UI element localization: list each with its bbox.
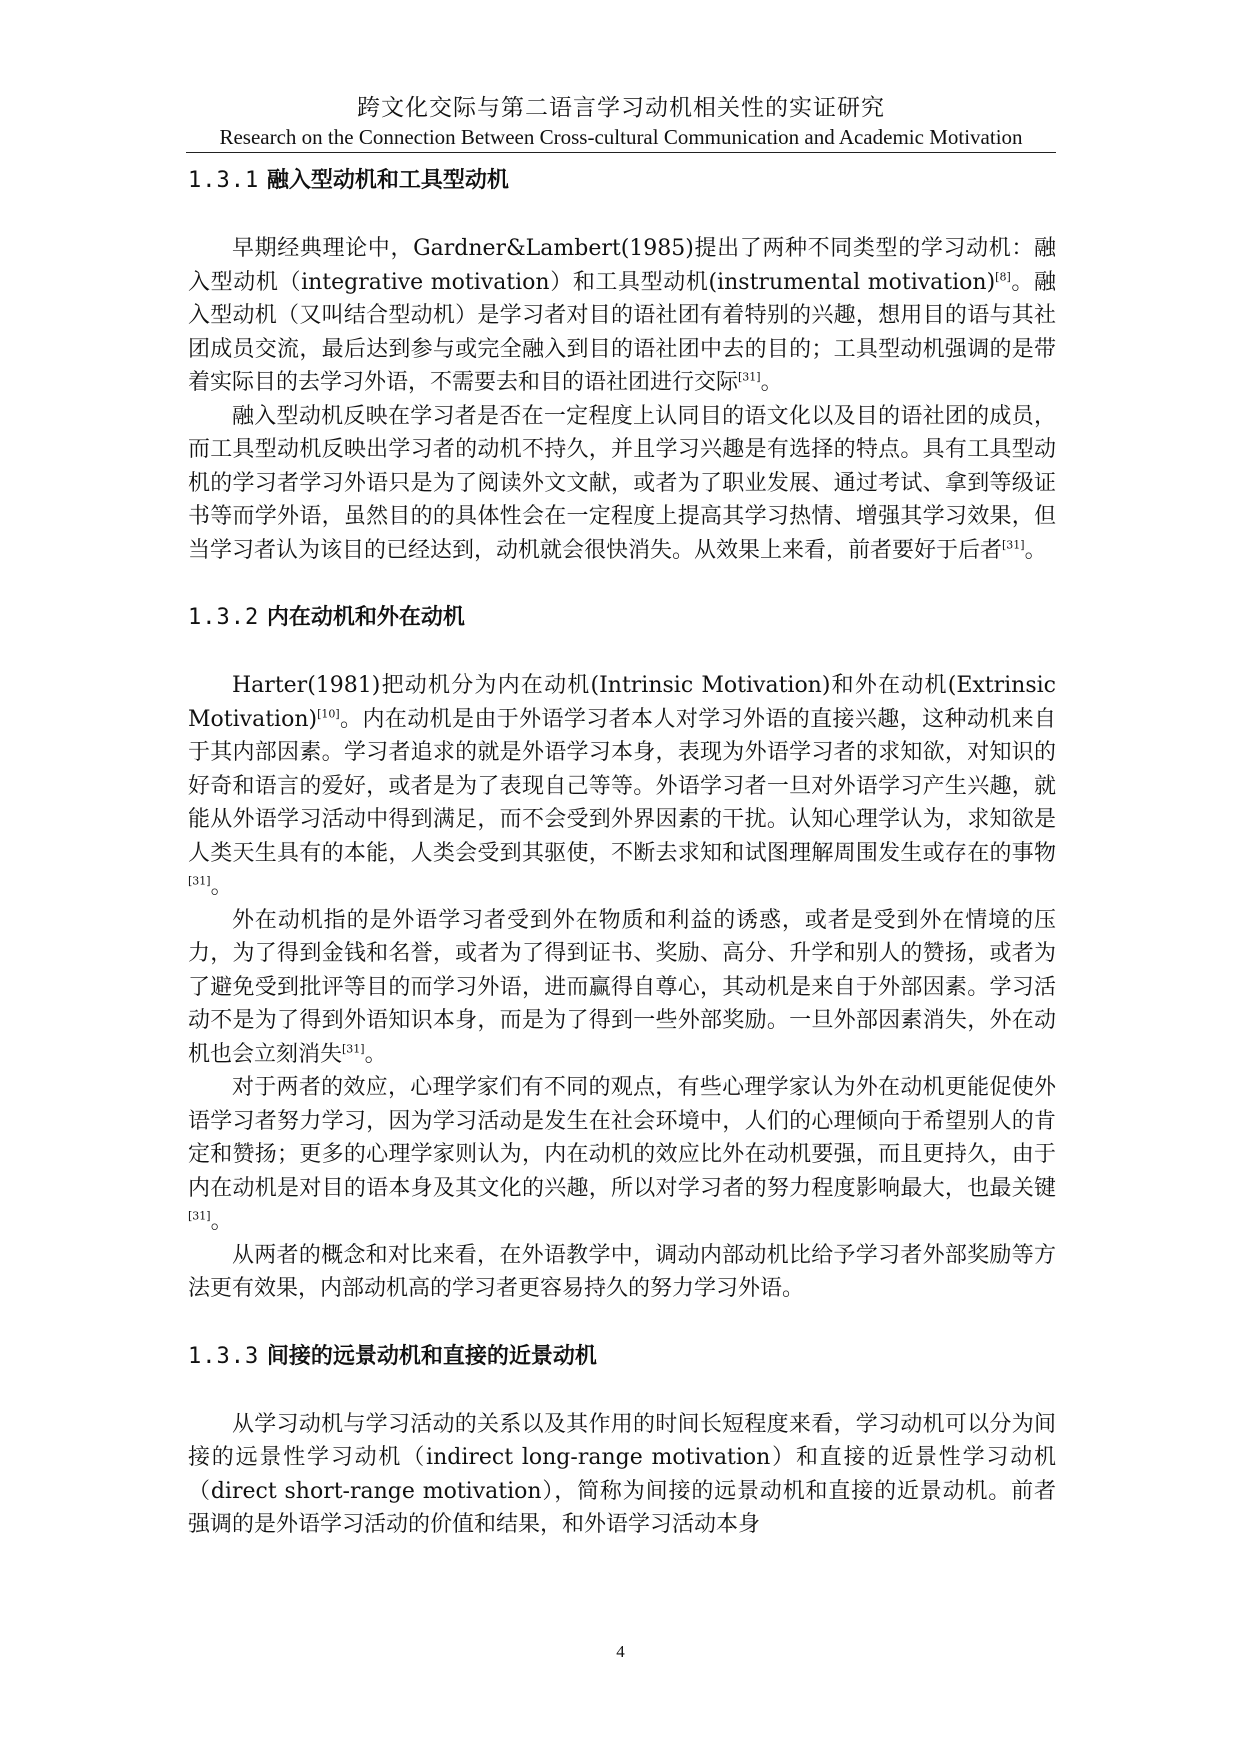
section-spacer — [188, 567, 1056, 601]
paragraph-text: 融入型动机反映在学习者是否在一定程度上认同目的语文化以及目的语社团的成员，而工具型动机反映出学习者的动机不持久，并且学习兴趣是有选择的特点。具有工具型动机的学习者学习外语只是为了阅读外文文献，或者为了职业发展、通过考试、拿到等级证书等而学外语，虽然目的的具体性会在一定程度上提高其学习热情、增强其学习效果，但当学习者认为该目的已经达到，动机就会很快消失。从效果上来看，前者要好于后者 — [188, 403, 1056, 563]
section-title: 间接的远景动机和直接的近景动机 — [266, 1343, 597, 1369]
header-title-cn: 跨文化交际与第二语言学习动机相关性的实证研究 — [357, 95, 885, 121]
citation-ref: [10] — [317, 707, 340, 721]
paragraph-text: 。 — [210, 874, 233, 899]
paragraph-text: 从两者的概念和对比来看，在外语教学中，调动内部动机比给予学习者外部奖励等方法更有效果，内部动机高的学习者更容易持久的努力学习外语。 — [188, 1242, 1056, 1301]
paragraph-text: 从学习动机与学习活动的关系以及其作用的时间长短程度来看，学习动机可以分为间接的远景性学习动机（indirect long-range motivation）和直接的近景性学习动机（direct short-range motivation），简称为间接的远景动机和直接的近景动机。前者强调的是外语学习活动的价值和结果，和外语学习活动本身 — [188, 1411, 1056, 1537]
paragraph-text: 。融入型动机（又叫结合型动机）是学习者对目的语社团有着特别的兴趣，想用目的语与其社团成员交流，最后达到参与或完全融入到目的语社团中去的目的；工具型动机强调的是带着实际目的去学习外语，不需要去和目的语社团进行交际 — [188, 269, 1056, 395]
heading-spacer — [188, 1374, 1056, 1408]
section-heading — [188, 1340, 1056, 1374]
paragraph — [188, 1071, 1056, 1239]
section-number: 1.3.2 — [188, 605, 260, 630]
paragraph — [188, 1408, 1056, 1542]
paragraph-text: 早期经典理论中，Gardner&Lambert(1985)提出了两种不同类型的学习动机：融入型动机（integrative motivation）和工具型动机(instrumental motivation) — [188, 236, 1056, 295]
heading-spacer — [188, 635, 1056, 669]
page-number: 4 — [616, 1642, 625, 1661]
citation-ref: [31] — [188, 1209, 211, 1223]
paragraph — [188, 232, 1056, 400]
paragraph-text: 对于两者的效应，心理学家们有不同的观点，有些心理学家认为外在动机更能促使外语学习者努力学习，因为学习活动是发生在社会环境中，人们的心理倾向于希望别人的肯定和赞扬；更多的心理学家则认为，内在动机的效应比外在动机要强，而且更持久，由于内在动机是对目的语本身及其文化的兴趣，所以对学习者的努力程度影响最大，也最关键 — [188, 1075, 1056, 1201]
citation-ref: [31] — [738, 370, 761, 384]
paragraph-text: 。 — [760, 370, 783, 395]
section-spacer — [188, 1306, 1056, 1340]
paragraph — [188, 1239, 1056, 1306]
body-content — [188, 160, 1056, 1542]
paragraph — [188, 669, 1056, 904]
paragraph-text: 外在动机指的是外语学习者受到外在物质和利益的诱惑，或者是受到外在情境的压力，为了得到金钱和名誉，或者为了得到证书、奖励、高分、升学和别人的赞扬，或者为了避免受到批评等目的而学习外语，进而赢得自尊心，其动机是来自于外部因素。学习活动不是为了得到外语知识本身，而是为了得到一些外部奖励。一旦外部因素消失，外在动机也会立刻消失 — [188, 907, 1056, 1067]
citation-ref: [31] — [342, 1042, 365, 1056]
section-heading — [188, 601, 1056, 635]
header-title-en: Research on the Connection Between Cross-cultural Communication and Academic Motivation — [186, 124, 1056, 153]
paragraph — [188, 400, 1056, 568]
section-number: 1.3.3 — [188, 1343, 260, 1369]
section-title: 融入型动机和工具型动机 — [266, 168, 509, 193]
section-number: 1.3.1 — [188, 168, 260, 193]
section-heading — [188, 164, 1056, 198]
running-header — [186, 92, 1056, 153]
citation-ref: [31] — [1002, 538, 1025, 552]
citation-ref: [8] — [995, 270, 1011, 284]
paragraph-text: Harter(1981)把动机分为内在动机(Intrinsic Motivation)和外在动机(Extrinsic Motivation) — [188, 673, 1056, 732]
paragraph-text: 。 — [364, 1041, 387, 1067]
paragraph — [188, 904, 1056, 1072]
paragraph-text: 。 — [1024, 537, 1047, 563]
heading-spacer — [188, 198, 1056, 232]
paragraph-text: 。 — [210, 1209, 233, 1234]
paragraph-text: 。内在动机是由于外语学习者本人对学习外语的直接兴趣，这种动机来自于其内部因素。学习者追求的就是外语学习本身，表现为外语学习者的求知欲，对知识的好奇和语言的爱好，或者是为了表现自己等等。外语学习者一旦对外语学习产生兴趣，就能从外语学习活动中得到满足，而不会受到外界因素的干扰。认知心理学认为，求知欲是人类天生具有的本能，人类会受到其驱使，不断去求知和试图理解周围发生或存在的事物 — [188, 706, 1056, 866]
section-title: 内在动机和外在动机 — [266, 605, 465, 630]
citation-ref: [31] — [188, 874, 211, 888]
